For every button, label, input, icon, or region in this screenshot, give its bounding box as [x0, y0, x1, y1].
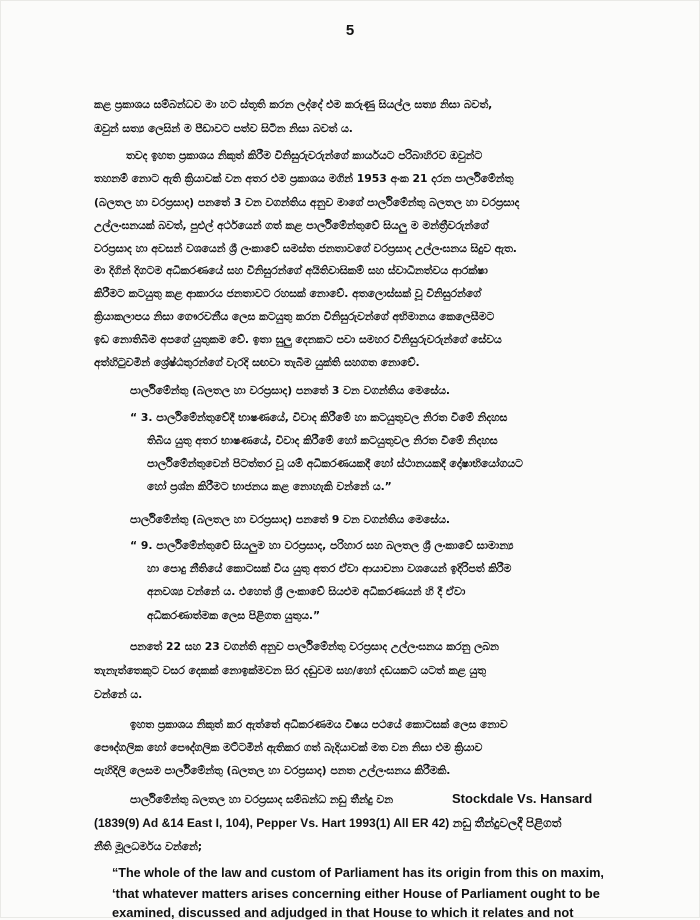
paragraph-2-line-7: කිරීමට කටයුතු කළ ආකාරය ජනතාවට රහසක් නොවේ. අතලොස්සක් වූ විනිසුරන්ගේ	[94, 287, 481, 300]
paragraph-2-line-6: මා දිගින් දිගටම අධිකරණයේ සහ විනිසුරන්ගේ අයිතිවාසිකම් සහ ස්වාධීනත්වය ආරක්ෂා	[94, 264, 488, 277]
quote-2-line-4: අධිකරණාත්මක ලෙස පිළිගත යුතුය.”	[147, 609, 321, 622]
paragraph-7-line-2: (1839(9) Ad &14 East I, 104), Pepper Vs. Hart 1993(1) All ER 42) නඩු තීන්දුවලදී පිළිගත්	[94, 816, 562, 830]
paragraph-3-line-1: පාර්ලිමේන්තු (බලතල හා වරප්‍රසාද) පනතේ 3 වන වගන්තිය මෙසේය.	[130, 384, 451, 397]
paragraph-6-line-3: පැහිදිලි ලෙසම පාර්ලිමේන්තු (බලතල හා වරප්‍රසාද) පනත උල්ලංඝනය කිරීමකි.	[94, 764, 451, 777]
quote-3-line-3: examined, discussed and adjudged in that House to which it relates and not	[112, 905, 574, 920]
quote-2-line-3: අනවශ්‍ය වන්නේ ය. එහෙත් ශ්‍රී ලංකාවේ සියළුම අධිකරණයන් හි දී ඒවා	[147, 585, 466, 598]
paragraph-2-line-1: තවද ඉහත ප්‍රකාශය නිකුත් කිරීම විනිසුරුවරුන්ගේ කාර්යයට පරිබාහිරව ඔවුන්ට	[126, 149, 483, 162]
paragraph-7-case-name: Stockdale Vs. Hansard	[452, 791, 593, 806]
paragraph-5-line-3: වන්නේ ය.	[94, 688, 143, 701]
paragraph-6-line-1: ඉහත ප්‍රකාශය නිකුත් කර ඇත්තේ අධිකරණමය විෂය පථයේ කොටසක් ලෙස නොව	[130, 718, 508, 731]
paragraph-5-line-1: පනතේ 22 සහ 23 වගන්ති අනුව පාර්ලිමේන්තු වරප්‍රසාද උල්ලංඝනය කරනු ලබන	[130, 640, 499, 653]
paragraph-1-line-2: ඔවුන් සත්‍ය ලෙසින් ම පීඩාවට පත්ව සිටින නිසා බවත් ය.	[94, 122, 353, 135]
paragraph-2-line-2: තහනම් නොට ඇති ක්‍රියාවක් වන අතර එම ප්‍රකාශය මගින් 1953 අංක 21 දරන පාර්ලිමේන්තු	[94, 172, 514, 185]
paragraph-7-line-1: පාර්ලිමේන්තු බලතල හා වරප්‍රසාද සම්බන්ධ නඩු තීන්දු වන	[130, 793, 393, 806]
paragraph-2-line-8: ක්‍රියාකලාපය නිසා ගෞරවනීය ලෙස කටයුතු කරන විනිසුරුවන්ගේ අභිමානය කෙලෙසීමට	[94, 310, 495, 323]
page-number: 5	[345, 22, 355, 39]
paragraph-7-line-3: නීති මූලධර්මය වන්නේ;	[94, 840, 203, 853]
quote-3-line-1: “The whole of the law and custom of Parliament has its origin from this on maxim,	[112, 866, 604, 880]
paragraph-2-line-4: උල්ලංඝනයක් බවත්, පුළුල් අර්ථයෙන් ගත් කළ පාර්ලිමේන්තුවේ සියලු ම මන්ත්‍රීවරුන්ගේ	[94, 219, 489, 232]
paragraph-2-line-3: (බලතල හා වරප්‍රසාද) පනතේ 3 වන වගන්තිය අනුව මාගේ පාර්ලිමේන්තු බලතල හා වරප්‍රසාද	[94, 196, 520, 209]
quote-3-line-2: ‘that whatever matters arises concerning either House of Parliament ought to be	[112, 886, 600, 901]
quote-2-line-1: “ 9. පාර්ලිමේන්තුවේ සියලුම හා වරප්‍රසාද, පරිහාර සහ බලතල ශ්‍රී ලංකාවේ සාමාන්‍ය	[130, 539, 514, 552]
paragraph-2-line-10: අත්හිටුවමින් ශ්‍රේෂ්ඨතුරන්ගේ වැරදි සඟවා තැබීම යුක්ති සහගත නොවේ.	[94, 356, 420, 369]
quote-1-line-3: පාර්ලිමේන්තුවෙන් පිටත්තර වූ යම් අධිකරණයකදී හෝ ස්ථානයකදී දෝෂාභියෝගයට	[147, 457, 523, 470]
quote-2-line-2: හා පොදු නීතියේ කොටසක් විය යුතු අතර ඒවා ආයාචනා වශයෙන් ඉදිරිපත් කිරීම	[147, 562, 512, 575]
paragraph-2-line-9: ඉඩ නොතිබීම අපගේ යුතුකම වේ. ඉතා සුලු දෙනකට පවා සමහර විනිසුරුවරුන්ගේ සේවය	[94, 333, 502, 346]
paragraph-6-line-2: පෞද්ගලික හෝ පෞද්ගලික මට්ටමින් ඇතිකර ගත් බැදියාවක් මත වන නිසා එම ක්‍රියාව	[94, 741, 483, 754]
paragraph-2-line-5: වරප්‍රසාද හා අවසන් වශයෙන් ශ්‍රී ලංකාවේ සමස්ත ජනතාවගේ වරප්‍රසාද උල්ලංඝනය සිදුව ඇත.	[94, 242, 517, 255]
quote-1-line-4: හෝ ප්‍රශ්න කිරීමට භාජනය කළ නොහැකි වන්නේ ය.”	[147, 480, 392, 493]
paragraph-4-line-1: පාර්ලිමේන්තු (බලතල හා වරප්‍රසාද) පනතේ 9 වන වගන්තිය මෙසේය.	[130, 513, 451, 526]
quote-1-line-2: තිබිය යුතු අතර භාෂණයේ, විවාද කිරීමේ හෝ කටයුතුවල නිරත වීමේ නිදහස	[147, 434, 498, 447]
quote-1-line-1: “ 3. පාර්ලිමේන්තුවේදී භාෂණයේ, විවාද කිරීමේ හා කටයුතුවල නිරත වීමේ නිදහස	[130, 411, 508, 424]
paragraph-1-line-1: කළ ප්‍රකාශය සම්බන්ධව මා හට ස්තූති කරන ලද්දේ එම කරුණු සියල්ල සත්‍ය නිසා බවත්,	[94, 98, 493, 111]
paragraph-5-line-2: තැනැත්තෙකුට වසර දෙකක් නොඉක්මවන සිර දඬුවම සහ/හෝ දඩයකට යටත් කළ යුතු	[94, 664, 486, 677]
